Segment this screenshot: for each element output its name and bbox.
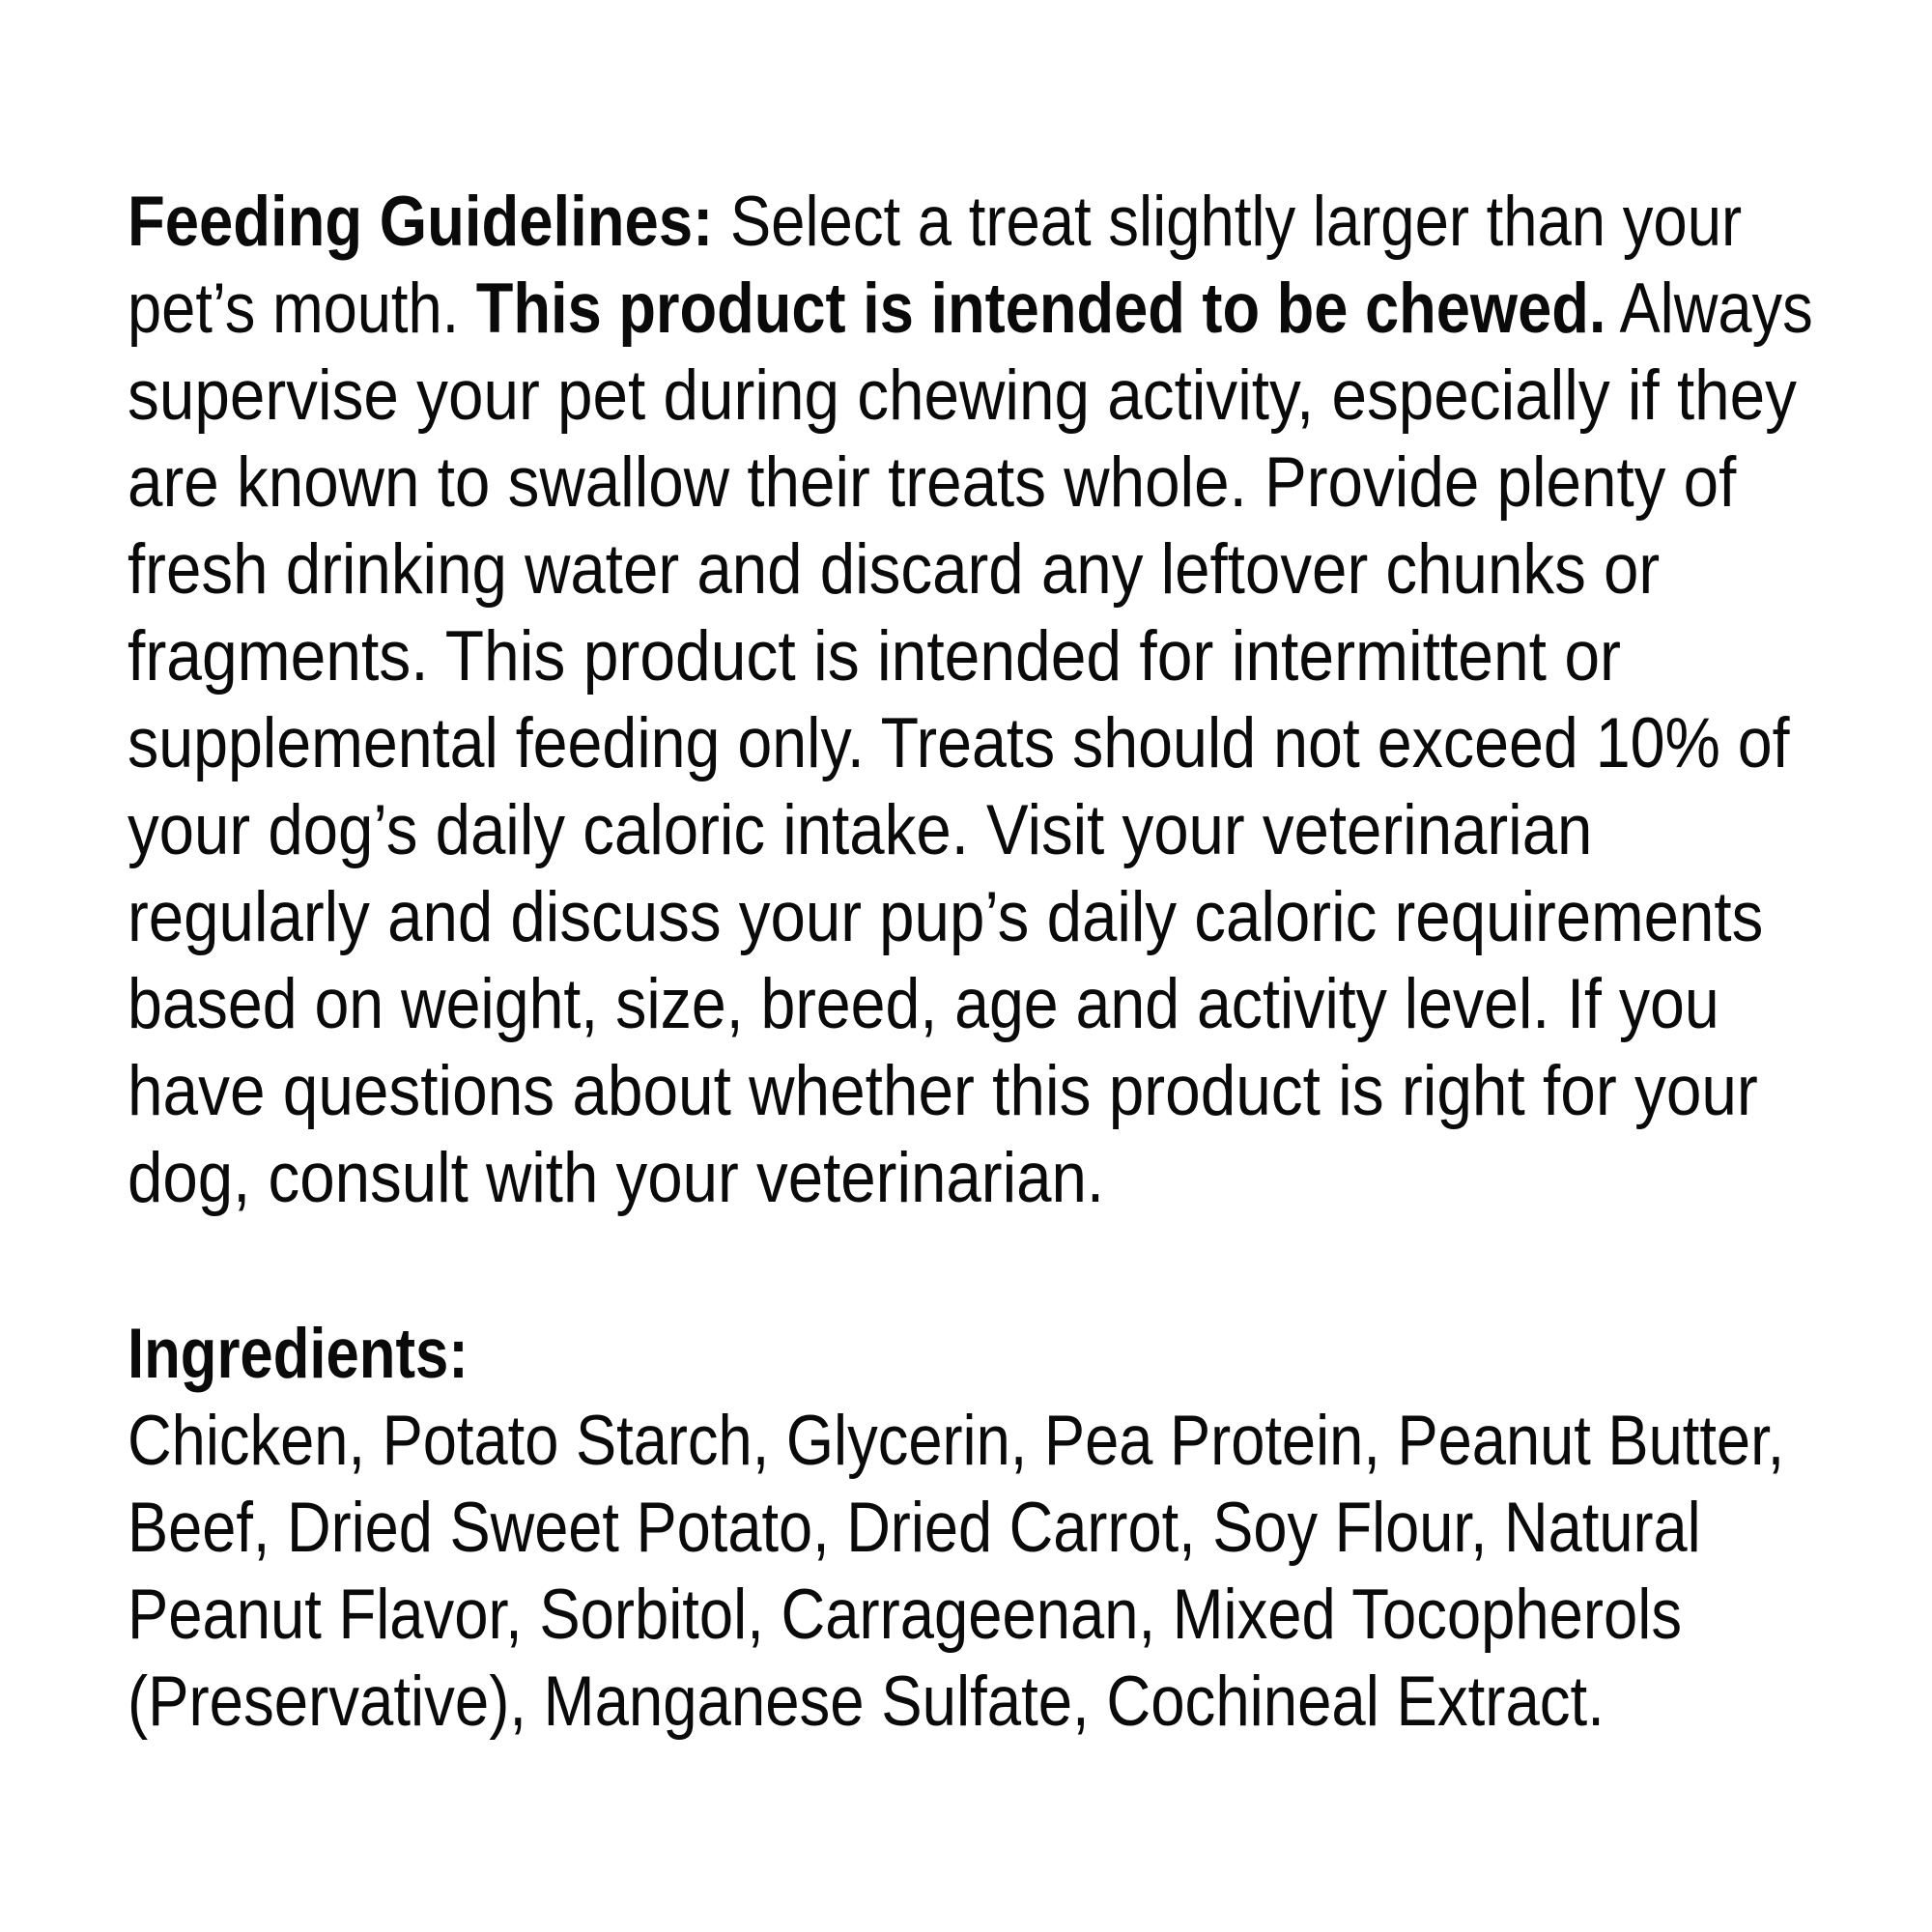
- ingredients-heading-line: [128, 1311, 469, 1398]
- guidelines-text: fragments. This product is intended for intermittent or: [128, 617, 1621, 696]
- guidelines-text: Select a treat slightly larger than your: [713, 183, 1743, 261]
- guidelines-text: Always: [1605, 270, 1813, 348]
- guidelines-line-8: [128, 787, 1592, 874]
- guidelines-text: based on weight, size, breed, age and activity level. If you: [128, 965, 1719, 1043]
- ingredients-text: Beef, Dried Sweet Potato, Dried Carrot, Soy Flour, Natural: [128, 1489, 1701, 1567]
- ingredients-text: Peanut Flavor, Sorbitol, Carrageenan, Mixed Tocopherols: [128, 1576, 1683, 1654]
- ingredients-line-1: [128, 1398, 1784, 1485]
- guidelines-text: supplemental feeding only. Treats should not exceed 10% of: [128, 704, 1790, 782]
- guidelines-line-10: [128, 961, 1719, 1048]
- guidelines-line-9: [128, 874, 1763, 961]
- chew-warning-bold: This product is intended to be chewed.: [475, 270, 1606, 348]
- guidelines-text: have questions about whether this product is right for your: [128, 1052, 1758, 1130]
- guidelines-line-1: [128, 179, 1742, 266]
- ingredients-line-4: [128, 1659, 1605, 1746]
- guidelines-text: are known to swallow their treats whole. Provide plenty of: [128, 443, 1737, 522]
- ingredients-text: (Preservative), Manganese Sulfate, Cochineal Extract.: [128, 1662, 1605, 1741]
- ingredients-heading: Ingredients:: [128, 1315, 469, 1393]
- feeding-guidelines-heading: Feeding Guidelines:: [128, 183, 714, 261]
- guidelines-line-4: [128, 440, 1736, 526]
- ingredients-line-3: [128, 1572, 1682, 1659]
- ingredients-text: Chicken, Potato Starch, Glycerin, Pea Protein, Peanut Butter,: [128, 1402, 1785, 1480]
- guidelines-text: pet’s mouth.: [128, 270, 476, 348]
- guidelines-line-6: [128, 613, 1621, 700]
- guidelines-line-7: [128, 700, 1790, 787]
- guidelines-line-12: [128, 1135, 1104, 1222]
- guidelines-line-11: [128, 1048, 1758, 1135]
- guidelines-line-5: [128, 526, 1660, 613]
- guidelines-text: your dog’s daily caloric intake. Visit your veterinarian: [128, 791, 1593, 869]
- guidelines-text: regularly and discuss your pup’s daily caloric requirements: [128, 878, 1764, 956]
- ingredients-line-2: [128, 1485, 1701, 1572]
- guidelines-line-2: [128, 266, 1813, 353]
- guidelines-text: fresh drinking water and discard any leftover chunks or: [128, 530, 1661, 609]
- guidelines-line-3: [128, 353, 1797, 440]
- guidelines-text: supervise your pet during chewing activity, especially if they: [128, 356, 1797, 435]
- guidelines-text: dog, consult with your veterinarian.: [128, 1139, 1105, 1217]
